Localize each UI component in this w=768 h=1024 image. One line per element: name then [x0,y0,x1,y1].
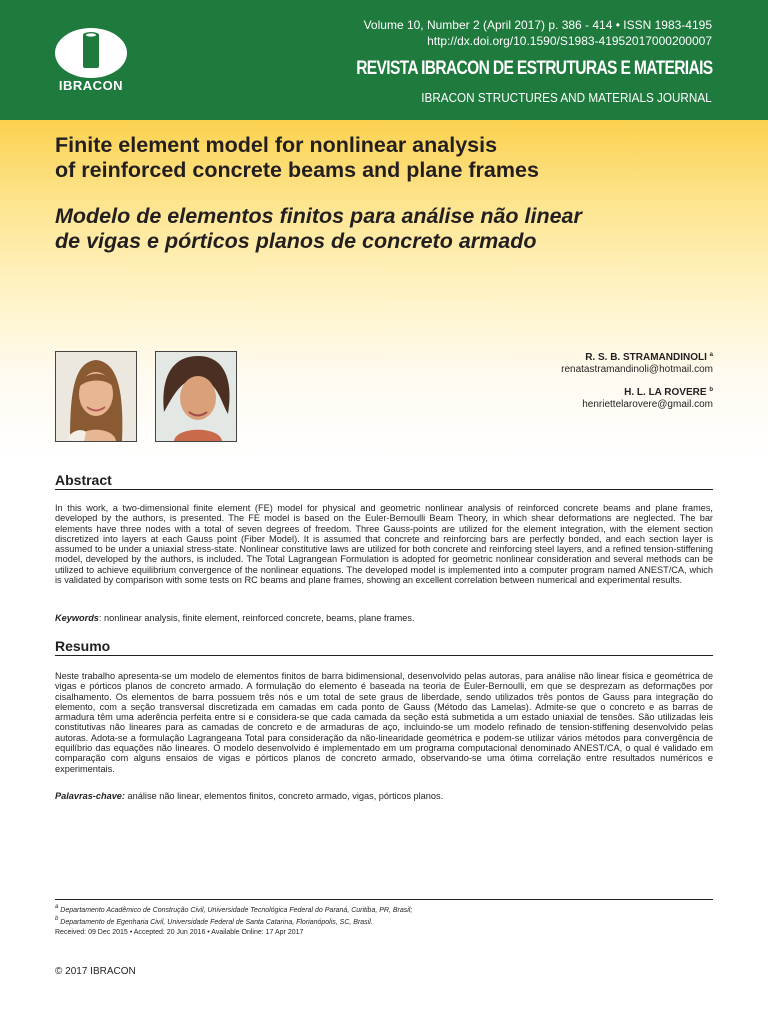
title-english [55,133,715,183]
logo-text: IBRACON [58,78,124,93]
author-photo-2 [155,351,237,442]
abstract-heading: Abstract [55,472,713,490]
author-1 [561,349,713,376]
journal-name-en: IBRACON STRUCTURES AND MATERIALS JOURNAL [421,90,712,105]
copyright: © 2017 IBRACON [55,966,136,977]
keywords-line [55,613,713,623]
title-en-line-1: Finite element model for nonlinear analysis [55,133,498,157]
author-1-portrait-icon [56,352,136,441]
author-photo-1 [55,351,137,442]
journal-name-pt: REVISTA IBRACON DE ESTRUTURAS E MATERIAIS [355,58,712,79]
abstract-text: In this work, a two-dimensional finite element (FE) model for physical and geometric nonlinear analysis of reinforced concrete beams and plane frames, developed by the authors, is presented. The FE model is based on the Euler-Bernoulli Beam Theory, in which shear deformations are neglected. The bar elements have three nodes with a total of seven degrees of freedom. Three Gauss-points are utilized for the element integration, with the element section discretized into layers at each Gauss point (Fiber Model). It is assumed that concrete and reinforcing bars are perfectly bonded, and each section layer is assumed to be under a uniaxial stress-state. Nonlinear constitutive laws are utilized for both concrete and reinforcing steel layers, and a refined tension-stiffening model, developed by the authors, is included. The Total Lagrangean Formulation is adopted for geometric nonlinear consideration and several methods can be utilized to achieve equilibrium convergence of the nonlinear equations. The developed model is implemented into a computer program named ANEST/CA, which is validated by comparison with some tests on RC beams and plane frames, showing an excellent correlation between numerical and experimental results. [55,503,713,586]
volume-info: Volume 10, Number 2 (April 2017) p. 386 - 414 • ISSN 1983-4195 [363,18,712,32]
palavras-chave-values: análise não linear, elementos finitos, concreto armado, vigas, pórticos planos. [124,791,444,801]
title-pt-line-2: de vigas e pórticos planos de concreto armado [55,229,537,253]
palavras-chave-label: Palavras-chave: [55,791,125,801]
author-2-portrait-icon [156,352,236,441]
title-pt-line-1: Modelo de elementos finitos para análise não linear [55,204,582,228]
author-block [561,349,713,419]
author-1-name: R. S. B. STRAMANDINOLI $^a$ [585,352,713,363]
received-dates: Received: 09 Dec 2015 • Accepted: 20 Jun 2016 • Available Online: 17 Apr 2017 [55,929,304,936]
author-2 [561,384,713,411]
doi-link[interactable]: http://dx.doi.org/10.1590/S1983-41952017000200007 [427,34,712,48]
author-1-email[interactable]: renatastramandinoli@hotmail.com [561,364,713,375]
journal-header [0,0,768,120]
keywords-label: Keywords [55,613,99,623]
footnote-a: $^a$ Departamento Acadêmico de Construção Civil, Universidade Tecnológica Federal do Paraná, Curitiba, PR, Brasil; [55,904,413,914]
title-portuguese [55,204,715,254]
title-en-line-2: of reinforced concrete beams and plane frames [55,158,539,182]
resumo-heading: Resumo [55,638,713,656]
keywords-values: : nonlinear analysis, finite element, reinforced concrete, beams, plane frames. [98,613,415,623]
palavras-chave-line [55,791,713,801]
resumo-text: Neste trabalho apresenta-se um modelo de elementos finitos de barra bidimensional, desenvolvido pelas autoras, para análise não linear física e geométrica de vigas e pórticos planos de concreto armado. A formulação do elemento é baseada na teoria de Euler-Bernoulli, em que se desprezam as deformações por cisalhamento. Os elementos de barra possuem três nós e um total de sete graus de liberdade, sendo utilizados três pontos de Gauss para integração do elemento, com a seção transversal discretizada em camadas em cada ponto de Gauss (Método das Lamelas). Admite-se que o concreto e as barras de armadura têm uma aderência perfeita entre si e considera-se que cada camada da seção está submetida a um estado uniaxial de tensões. São utilizadas leis constitutivas não lineares para as camadas de concreto e de armaduras de aço, incluindo-se um modelo refinado de tension-stiffening desenvolvido pelas autoras. Adota-se a formulação Lagrangeana Total para consideração da não-linearidade geométrica e podem-se utilizar vários métodos para convergência de equilíbrio das equações não lineares. O modelo desenvolvido é implementado em um programa computacional denominado ANEST/CA, o qual é validado em comparação com alguns ensaios de vigas e pórticos planos de concreto armado, observando-se uma ótima correlação entre resultados numéricos e experimentais. [55,671,713,774]
author-2-email[interactable]: henriettelarovere@gmail.com [582,399,713,410]
affiliation-footnotes [55,899,713,927]
footnote-b: $^b$ Departamento de Egenharia Civil, Universidade Federal de Santa Catarina, Florianópolis, SC, Brasil. [55,916,373,926]
author-2-name: H. L. LA ROVERE $^b$ [624,387,713,398]
